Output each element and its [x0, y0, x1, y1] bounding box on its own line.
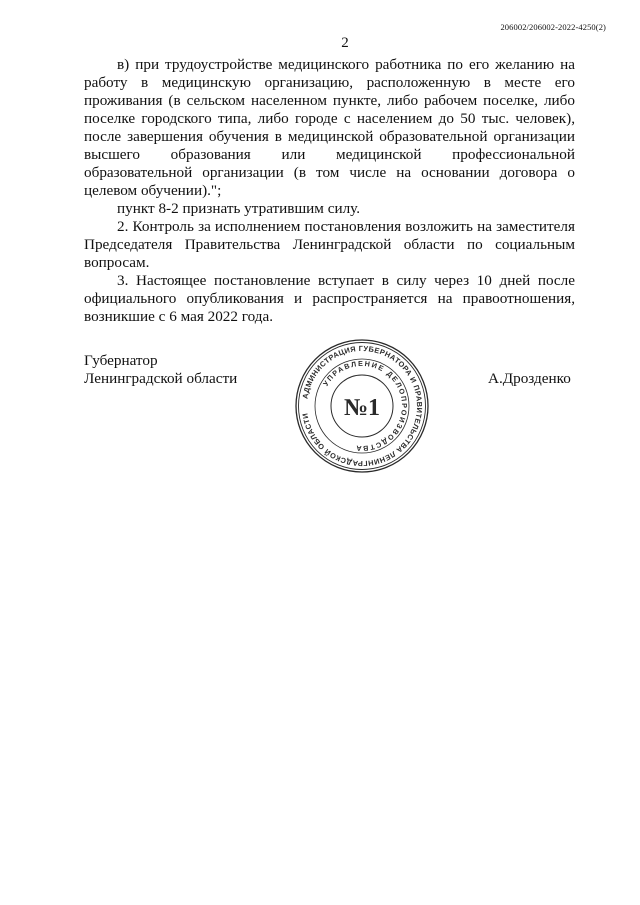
- paragraph-control: 2. Контроль за исполнением постановления возложить на заместителя Председателя Правительства Ленинградской области по социальным вопросам.: [84, 218, 575, 271]
- paragraph-subitem-v: в) при трудоустройстве медицинского работника по его желанию на работу в медицинскую организацию, расположенную в месте его проживания (в сельском населенном пункте, либо рабочем поселке, либо поселке городского типа, либо городе с населением до 50 тыс. человек), после завершения обучения в медицинской образовательной организации высшего образования или медицинской профессиональной образовательной организации (в том числе на основании договора о целевом обучении).";: [84, 56, 575, 199]
- paragraph-item-8-2: пункт 8-2 признать утратившим силу.: [117, 200, 361, 217]
- seal-center-number: №1: [343, 395, 381, 421]
- signature-title-line2: Ленинградской области: [84, 370, 238, 387]
- document-id: 206002/206002-2022-4250(2): [500, 22, 606, 32]
- signature-name: А.Дрозденко: [488, 370, 571, 387]
- seal-outer-text: АДМИНИСТРАЦИЯ ГУБЕРНАТОРА И ПРАВИТЕЛЬСТВА ЛЕНИНГРАДСКОЙ ОБЛАСТИ: [300, 343, 425, 469]
- paragraph-effective-date: 3. Настоящее постановление вступает в силу через 10 дней после официального опубликования и распространяется на правоотношения, возникшие с 6 мая 2022 года.: [84, 272, 575, 325]
- official-seal: [293, 337, 431, 475]
- page-number: 2: [341, 35, 349, 51]
- signature-title-line1: Губернатор: [84, 352, 158, 369]
- seal-inner-text: УПРАВЛЕНИЕ ДЕЛОПРОИЗВОДСТВА: [320, 358, 410, 454]
- document-body: [84, 56, 575, 326]
- signature-title: [84, 352, 237, 388]
